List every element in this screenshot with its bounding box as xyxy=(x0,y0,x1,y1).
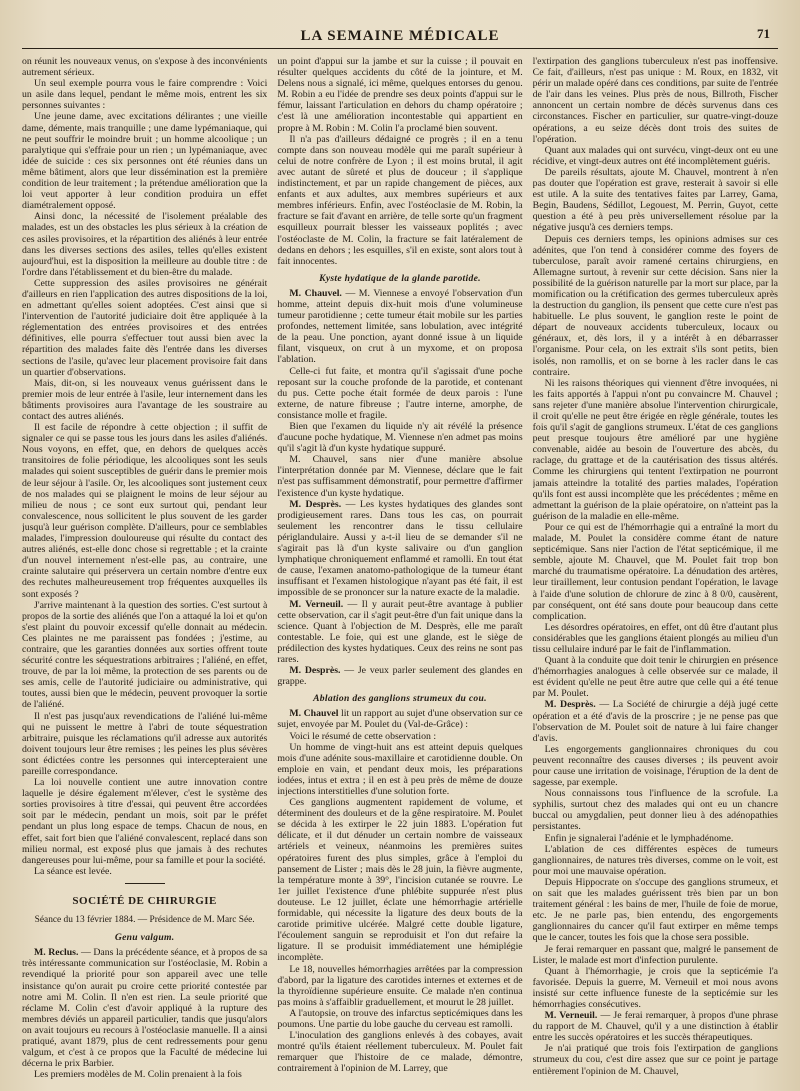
paragraph: Bien que l'examen du liquide n'y ait révélé la présence d'aucune poche hydatique, M. Viennese n'en admet pas moins qu'il s'agit là d'un kyste hydatique suppuré. xyxy=(277,421,523,455)
paragraph xyxy=(277,599,522,666)
page-header xyxy=(22,22,778,49)
paragraph xyxy=(533,1010,778,1043)
subheading: Ablation des ganglions strumeux du cou. xyxy=(313,693,487,705)
paragraph: Je ferai remarquer en passant que, malgré le pansement de Lister, le malade est mort d'infection purulente. xyxy=(532,943,778,966)
speaker-name: M. Desprès. xyxy=(289,498,342,510)
column-2 xyxy=(277,56,522,1082)
paragraph: J'arrive maintenant à la question des sorties. C'est surtout à propos de la sortie des aliénés que l'on a attaqué la loi et qu'on s'est plaint du pouvoir excessif qu'elle donnait au médecin. Ces plaintes ne me paraissent pas fondées ; j'estime, au contraire, que les garanties données aux sorties offrent toute sécurité contre les séquestrations arbitraires ; l'aliéné, en effet, trouve, de par la loi même, la protection de ses parents ou de ses amis, celle de l'autorité judiciaire ou administrative, qui toutes, aussi bien que le médecin, peuvent provoquer la sortie de l'aliéné. xyxy=(22,599,268,711)
paragraph: Depuis ces derniers temps, les opinions admises sur ces adénites, que l'on tend à considérer comme des foyers de tuberculose, paraît avoir ramené certains chirurgiens, en Allemagne surtout, à revenir sur cette décision. Sans nier la possibilité de la guérison naturelle par la mort sur place, par la momification ou la crétification des germes tuberculeux après la destruction du ganglion, ils pensent que cette cure n'est pas habituelle. Le plus souvent, le ganglion reste le point de départ de nouveaux accidents tuberculeux, locaux ou généraux, et, dès lors, il y a intérêt à en débarrasser l'organisme. Pour cela, on les extrait s'ils sont petits, bien isolés, non ramollis, et on se borne à les racler dans le cas contraire. xyxy=(532,233,778,378)
paragraph: M. Chauvel, sans nier d'une manière absolue l'interprétation donnée par M. Viennese, déclare que le fait n'est pas suffisamment démonstratif, pour permettre d'affirmer l'existence d'un kyste hydatique. xyxy=(277,454,523,499)
paragraph: on réunit les nouveaux venus, on s'expose à des inconvénients autrement sérieux. xyxy=(22,56,268,79)
paragraph: Il n'a pas d'ailleurs dédaigné ce progrès ; il en a tenu compte dans son nouveau modèle qui me paraît supérieur à celui de notre confrère de Lyon ; il est moins brutal, il agit avec autant de sûreté et plus de douceur ; il s'applique indistinctement, et par un rapide changement de pièces, aux enfants et aux adultes, aux membres supérieurs et aux membres inférieurs. Enfin, avec l'ostéoclasie de M. Robin, la fracture se fait d'avant en arrière, de telle sorte qu'un fragment esquilleux pourrait blesser les vaisseaux poplités ; avec l'ostéoclaste de M. Colin, la fracture se fait latéralement de dedans en dehors ; les esquilles, s'il en existe, sont alors tout à fait innocentes. xyxy=(277,133,523,267)
paragraph xyxy=(277,499,522,599)
paragraph: Un homme de vingt-huit ans est atteint depuis quelques mois d'une adénite sous-maxillaire et carotidienne double. On emploie en vain, et pendant deux mois, les préparations iodées, intus et extra ; il en est à peu près de même de douze injections interstitielles d'une solution forte. xyxy=(277,741,523,797)
paragraph: Je n'ai pratiqué que trois fois l'extirpation de ganglions strumeux du cou, c'est dire assez que sur ce point je partage entièrement l'opinion de M. Chauvel, xyxy=(532,1043,778,1077)
paragraph: Les désordres opératoires, en effet, ont dû être d'autant plus considérables que les ganglions étaient plongés au milieu d'un tissu cellulaire induré par le fait de l'inflammation. xyxy=(532,621,778,655)
speaker-name: M. Reclus. xyxy=(34,947,79,959)
paragraph: Il n'est pas jusqu'aux revendications de l'aliéné lui-même qui ne puissent le mettre à l'abri de toute séquestration arbitraire, puisque les réclamations qu'il adresse aux autorités doivent toujours leur être remises ; les peines les plus sévères sont édictées contre les personnes qui intercepteraient une pareille correspondance. xyxy=(22,710,268,777)
paragraph-text: — Il y aurait peut-être avantage à publier cette observation, car il s'agit peut-être d'un fait unique dans la science. Quant à l'objection de M. Desprès, elle me paraît contestable. Le foie, qui est une glande, est le siège de prédilection des kystes hydatiques. Ceux des reins ne sont pas rares. xyxy=(277,598,523,665)
section-divider xyxy=(125,883,165,884)
paragraph: Quant à la conduite que doit tenir le chirurgien en présence d'hémorrhagies analogues à celle observée sur ce malade, il est évident qu'elle ne peut être autre que celle qui a été tenue par M. Poulet. xyxy=(532,655,778,700)
paragraph: Pour ce qui est de l'hémorrhagie qui a entraîné la mort du malade, M. Poulet la considère comme étant de nature septicémique. Sans nier l'action de l'état septicémique, il me semble, ajoute M. Chauvel, que M. Poulet fait trop bon marché du traumatisme opératoire. La dénudation des artères, leur tiraillement, leur contusion pendant l'opération, le lavage à l'aide d'une solution de chlorure de zinc à 8 0/0, causèrent, par conséquent, ont été sans doute pour beaucoup dans cette complication. xyxy=(532,521,778,622)
speaker-name: M. Desprès. xyxy=(544,699,596,711)
paragraph: La séance est levée. xyxy=(34,865,112,877)
paragraph: Enfin je signalerai l'adénie et le lymphadénome. xyxy=(544,832,734,844)
paragraph: Le 18, nouvelles hémorrhagies arrêtées par la compression d'abord, par la ligature des carotides internes et externes et de la thyroïdienne supérieure ensuite. Ce malade n'en continua pas moins à s'affaiblir graduellement, et mourut le 28 juillet. xyxy=(277,963,523,1008)
paragraph: l'extirpation des ganglions tuberculeux n'est pas inoffensive. Ce fait, d'ailleurs, n'est pas unique : M. Roux, en 1832, vit périr un malade opéré dans ces conditions, par suite de l'entrée de l'air dans les veines. Plus près de nous, Billroth, Fischer annoncent un certain nombre de décès survenus dans ces circonstances. Fischer en particulier, sur quatre-vingt-douze opérations, a eu seize décès dont trois des suites de l'opération. xyxy=(532,56,778,145)
session-meta: Séance du 13 février 1884. — Présidence de M. Marc Sée. xyxy=(34,915,255,926)
paragraph: Voici le résumé de cette observation : xyxy=(289,730,437,742)
paragraph: Il est facile de répondre à cette objection ; il suffit de signaler ce qui se passe tous les jours dans les asiles d'aliénés. Nous voyons, en effet, que, en dehors de quelques accès transitoires de folie périodique, les alcooliques sont les seuls malades qui soient susceptibles de guérir dans le premier mois de leur séjour à l'asile. Or, les alcooliques sont justement ceux de nos malades qui se plaignent le moins de leur séjour au milieu de nous ; ce sont eux surtout qui, pendant leur convalescence, nous sollicitent le plus souvent de les garder jusqu'à leur guérison complète. D'ailleurs, pour ce semblables malades, l'impression douloureuse qui résulte du contact des autres aliénés, est-elle donc chose si regrettable ; et la crainte d'un nouvel internement n'est-elle pas, au contraire, une crainte salutaire qui préservera un certain nombre d'entre eux des rechutes malheureusement trop fréquentes auxquelles ils sont exposés ? xyxy=(22,422,268,600)
paragraph: un point d'appui sur la jambe et sur la cuisse ; il pouvait en résulter quelques accidents du côté de la jointure, et M. Delens nous a signalé, ici même, quelques entorses du genou. M. Robin a eu l'idée de prendre ses deux points d'appui sur le fémur, laissant l'articulation en dehors du champ opératoire ; c'est là une amélioration incontestable qui appartient en propre à M. Robin : M. Colin l'a proclamé bien souvent. xyxy=(277,56,523,134)
paragraph xyxy=(22,947,267,1069)
page-number: 71 xyxy=(757,26,770,41)
paragraph: Ces ganglions augmentent rapidement de volume, et déterminent des douleurs et de la gêne respiratoire. M. Poulet se décida à les extirper le 22 juin 1883. L'opération fut délicate, et il dut dénuder un certain nombre de vaisseaux artériels et veineux, néanmoins les premières suites opératoires furent des plus simples, grâce à l'emploi du pansement de Lister ; mais dès le 28 juin, la fièvre augmente, la température monte à 39°, l'incision cutanée se rouvre. Le 1er juillet l'existence d'une phlébite suppurée n'est plus douteuse. Le 12 juillet, éclate une hémorrhagie artérielle formidable, qui nécessite la ligature des deux bouts de la carotide primitive ulcérée. Malgré cette double ligature, l'écoulement sanguin se reproduisit et l'on dut refaire la ligature. Il se produisit immédiatement une hémiplégie incomplète. xyxy=(277,797,523,964)
subheading: Kyste hydatique de la glande parotide. xyxy=(319,272,481,284)
speaker-name: M. Desprès. xyxy=(289,665,341,677)
paragraph: De pareils résultats, ajoute M. Chauvel, montrent à n'en pas douter que l'opération est grave, resterait à savoir si elle est utile. A la suite des tentatives faites par Larrey, Gama, Begin, Baudens, Sédillot, Legouest, M. Perrin, Guyot, cette question a été à peu près universellement résolue par la négative jusqu'à ces derniers temps. xyxy=(532,166,778,234)
paragraph-text: — M. Viennese a envoyé l'observation d'un homme, atteint depuis dix-huit mois d'une volumineuse tumeur parotidienne ; cette tumeur était mobile sur les parties profondes, nettement limitée, sans lobulation, avec intégrité de la peau. Une ponction, ayant donné issue à un liquide filant, visqueux, on crut à un myxome, et on proposa l'ablation. xyxy=(277,287,523,366)
speaker-name: M. Verneuil. xyxy=(289,598,344,610)
column-1 xyxy=(22,56,267,1082)
paragraph: L'ablation de ces différentes espèces de tumeurs ganglionnaires, de natures très diverses, comme on le voit, est pour moi une mauvaise opération. xyxy=(532,843,778,877)
paragraph: Quant aux malades qui ont survécu, vingt-deux ont eu une récidive, et vingt-deux autres ont été incomplètement guéris. xyxy=(532,144,778,167)
subheading: Genu valgum. xyxy=(114,932,175,944)
paragraph-text: lit un rapport au sujet d'une observation sur ce sujet, envoyée par M. Poulet du (Val-de-Grâce) : xyxy=(277,708,523,731)
paragraph: Ni les raisons théoriques qui viennent d'être invoquées, ni les faits apportés à l'appui n'ont pu convaincre M. Chauvel ; sans rejeter d'une manière absolue l'intervention chirurgicale, il croit qu'elle ne peut être érigée en règle générale, toutes les fois qu'il s'agit de ganglions strumeux. L'état de ces ganglions peut presque toujours être amélioré par une hygiène convenable, aidée au besoin de l'ouverture des abcès, du raclage, du grattage et de la cautérisation des tissus altérés. Comme les chirurgiens qui tentent l'extirpation ne pourront jamais atteindre la totalité des parties malades, l'opération qu'ils font est aussi incomplète que les précédentes ; même en admettant la guérison de la plaie opératoire, on n'atteint pas la guérison de la maladie en elle-même. xyxy=(532,377,778,522)
paragraph: Une jeune dame, avec excitations délirantes ; une vieille dame, démente, mais tranquille ; une dame lypémaniaque, qui ne peut souffrir le moindre bruit ; un homme alcoolique ; un paralytique qui s'effraie pour un rien ; un lypémaniaque, avec idée de suicide : ces six personnes ont été réunies dans un même bâtiment, alors que leur dissémination est la première condition de leur traitement ; la prétendue amélioration que la loi veut apporter à leur condition produira un effet diamétralement opposé. xyxy=(22,111,268,212)
paragraph-text: — Dans la précédente séance, et à propos de sa très intéressante communication sur l'ostéoclasie, M. Robin a revendiqué la priorité pour son appareil avec une telle insistance qu'on aurait pu croire cette priorité contestée par notre ami M. Colin. Il n'en est rien. La seule priorité que réclame M. Colin c'est d'avoir appliqué à la rupture des membres déviés un appareil particulier, tandis que jusqu'alors on avait toujours eu recours à l'ostéoclasie manuelle. Il a ainsi pratiqué, avant 1879, plus de cent redressements pour genu valgum, et c'est à ce propos que la Faculté de médecine lui décerna le prix Barbier. xyxy=(22,947,268,1070)
paragraph: Les engorgements ganglionnaires chroniques du cou peuvent reconnaître des causes diverses ; ils peuvent avoir pour cause une irritation de voisinage, l'éruption de la dent de sagesse, par exemple. xyxy=(532,743,778,789)
paragraph-text: — Je veux parler seulement des glandes en grappe. xyxy=(277,665,523,688)
journal-title: LA SEMAINE MÉDICALE xyxy=(300,28,500,44)
paragraph: Mais, dit-on, si les nouveaux venus guérissent dans le premier mois de leur entrée à l'asile, leur internement dans les bâtiments provisoires aura l'avantage de les soustraire au contact des autres aliénés. xyxy=(22,377,268,422)
paragraph: Ainsi donc, la nécessité de l'isolement préalable des malades, est un des obstacles les plus sérieux à la création de ces asiles provisoires, et la répartition des aliénés à leur entrée dans les diverses sections des asiles, telles qu'elles existent aujourd'hui, est la disposition la meilleure au double titre : de l'ordre dans l'établissement et du bien-être du malade. xyxy=(22,211,268,278)
speaker-name: M. Chauvel xyxy=(289,708,339,720)
speaker-name: M. Chauvel. xyxy=(289,287,342,299)
section-heading: SOCIÉTÉ DE CHIRURGIE xyxy=(72,894,217,907)
paragraph-text: — Je ferai remarquer, à propos d'une phrase du rapport de M. Chauvel, qu'il y a une distinction à établir entre les succès opératoires et les succès thérapeutiques. xyxy=(532,1010,778,1044)
paragraph: Nous connaissons tous l'influence de la scrofule. La syphilis, surtout chez des malades qui ont eu un chancre buccal ou amygdalien, peut donner lieu à des adénopathies persistantes. xyxy=(532,788,778,833)
columns xyxy=(22,56,778,1082)
paragraph: L'inoculation des ganglions enlevés à des cobayes, avait montré qu'ils étaient réellement tuberculeux. M. Poulet fait remarquer que l'histoire de ce malade, démontre, contrairement à l'opinion de M. Larrey, que xyxy=(277,1030,523,1075)
paragraph: Quant à l'hémorrhagie, je crois que la septicémie l'a favorisée. Depuis la guerre, M. Verneuil et moi nous avons insisté sur cette influence funeste de la septicémie sur les hémorrhagies consécutives. xyxy=(532,965,778,1010)
paragraph xyxy=(277,288,522,366)
paragraph xyxy=(533,699,778,743)
paragraph xyxy=(277,665,522,687)
paragraph: Un seul exemple pourra vous le faire comprendre : Voici un asile dans lequel, pendant le même mois, entrent les six personnes suivantes : xyxy=(22,78,268,112)
paragraph: Les premiers modèles de M. Colin prenaient à la fois xyxy=(34,1069,242,1081)
paragraph: La loi nouvelle contient une autre innovation contre laquelle je désire également m'élever, c'est le système des sorties provisoires à titre d'essai, qui peuvent être accordées soit par le médecin, pendant un mois, soit par le préfet pendant un plus long espace de temps. Chacun de nous, en effet, sait fort bien que l'aliéné convalescent, replacé dans son milieu normal, est exposé plus que jamais à des rechutes dangereuses pour lui-même, pour sa famille et pour la société. xyxy=(22,777,268,866)
paragraph: Depuis Hippocrate on s'occupe des ganglions strumeux, et on sait que les malades guérissent très bien par un bon traitement général : les bains de mer, l'huile de foie de morue, etc. Je ne parle pas, bien entendu, des engorgements ganglionnaires du cancer qu'il faut extirper en même temps que le cancer, toutes les fois que la chose sera possible. xyxy=(532,876,778,944)
paragraph-text: — La Société de chirurgie a déjà jugé cette opération et a été d'avis de la proscrire ; je ne pense pas que l'observation de M. Poulet soit de nature à lui faire changer d'avis. xyxy=(532,699,778,744)
paragraph xyxy=(277,708,522,730)
column-3 xyxy=(533,56,778,1082)
paragraph: Celle-ci fut faite, et montra qu'il s'agissait d'une poche reposant sur la couche profonde de la parotide, et contenant du pus. Cette poche était formée de deux parois : l'une externe, de nature fibreuse ; l'autre interne, amorphe, de consistance molle et fragile. xyxy=(277,365,523,421)
paragraph: A l'autopsie, on trouve des infarctus septicémiques dans les poumons. Une partie du lobe gauche du cerveau est ramolli. xyxy=(277,1007,523,1030)
speaker-name: M. Verneuil. xyxy=(544,1010,598,1022)
paragraph: Cette suppression des asiles provisoires ne générait d'ailleurs en rien l'application des autres dispositions de la loi, en admettant qu'elles soient adoptées. C'est ainsi que si l'intervention de l'autorité judiciaire doit être appliquée à la réglementation des entrées provisoires et des entrées définitives, elle pourra s'effectuer tout aussi bien avec la répartition des malades faite dès l'entrée dans les diverses sections de l'asile, qu'avec leur placement provisoire fait dans un quartier d'observations. xyxy=(22,277,268,378)
paragraph-text: — Les kystes hydatiques des glandes sont prodigieusement rares. Dans tous les cas, on pourrait seulement les rencontrer dans le tissu cellulaire périglandulaire. Aussi y a-t-il lieu de se demander s'il ne s'agirait pas là d'un kyste salivaire ou d'un ganglion lymphatique chroniquement enflammé et ramolli. En tout état de cause, l'examen anatomo-pathologique de la tumeur étant insuffisant et l'examen histologique n'ayant pas été fait, il est impossible de se prononcer sur la nature exacte de la maladie. xyxy=(277,498,523,599)
